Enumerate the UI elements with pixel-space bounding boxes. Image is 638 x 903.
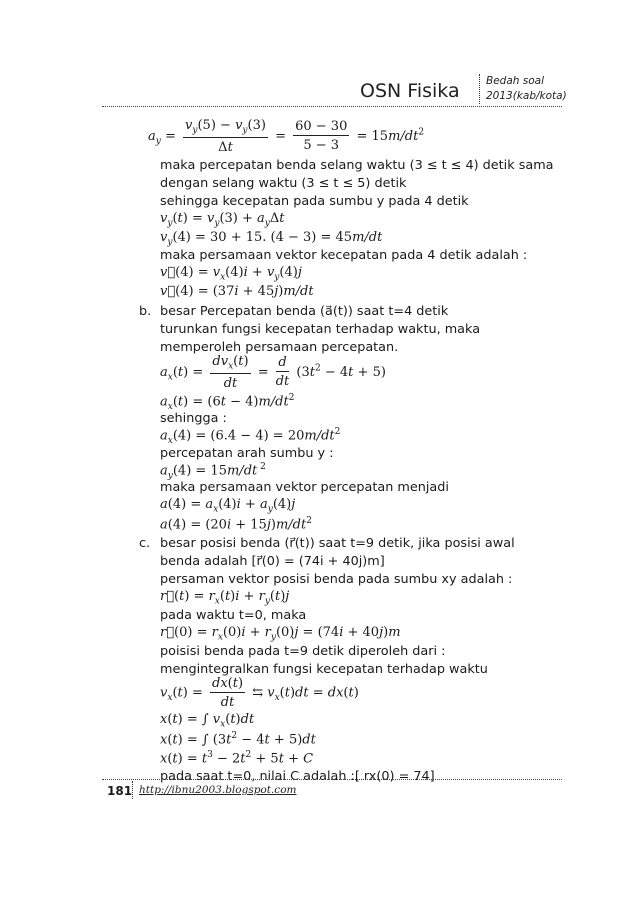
fraction: $\frac{dx(t)}{dt}$ [212,676,244,710]
equation-v-vector: v⃗(4) = $v_x(4)i + v_y(4)j$ [160,265,302,283]
fraction: $\frac{60 - 30}{5 - 3}$ [295,119,348,154]
equation-x-result: $x(t) = t^3 - 2t^2 + 5t + C$ [160,750,314,767]
item-letter-b: b. [139,304,152,319]
text-line: memperoleh persamaan percepatan. [160,340,399,355]
equation-vx-dx: $v_x(t)$ = $\frac{dx(t)}{dt}$ ⇆ $v_x(t)dt = dx(t)$ [160,676,359,710]
equation-ay: $a_y$ = $\frac{v_y(5) - v_y(3)}{\Delta t}$ = $\frac{60 - 30}{5 - 3}$ = $15m/dt^2$ [148,118,425,155]
text-line: pada waktu t=0, maka [160,608,307,623]
footer-link[interactable]: http://ibnu2003.blogspot.com [139,784,297,796]
equation-r-vector: r⃗(t) = $r_x(t)i + r_y(t)j$ [160,589,290,607]
equation-ax-t: $a_x(t) = (6t - 4)m/dt^2$ [160,393,295,412]
equation-a-result: $a(4) = (20i + 15j)m/dt^2$ [160,516,312,533]
header-subtitle-line2: 2013(kab/kota) [486,90,567,102]
text-line: turunkan fungsi kecepatan terhadap waktu, maka [160,322,481,337]
text-line: maka persamaan vektor kecepatan pada 4 detik adalah : [160,248,528,263]
page-header [0,0,638,110]
equation-vy-4: $v_y(4) = 30 + 15$. (4 − 3) = 45m/dt [160,230,383,248]
text-line: poisisi benda pada t=9 detik diperoleh dari : [160,644,446,659]
item-letter-c: c. [139,536,151,551]
fraction: $\frac{dv_x(t)}{dt}$ [212,354,249,391]
equation-ax-4: $a_x(4) = (6.4 - 4) = 20m/dt^2$ [160,427,341,446]
section-c-title: besar posisi benda (r⃗(t)) saat t=9 detik, jika posisi awal [160,536,515,551]
header-title: OSN Fisika [360,80,460,102]
footer-divider [132,781,133,799]
text-line: mengintegralkan fungsi kecepatan terhadap waktu [160,662,488,677]
text-line: pada saat t=0, nilai C adalah :[ rx(0) = 74] [160,769,435,784]
text-line: percepatan arah sumbu y : [160,446,334,461]
header-subtitle [486,74,567,104]
fraction: $\frac{d}{dt}$ [275,355,290,390]
text-line: sehingga : [160,411,227,426]
equation-r-0: r⃗(0) = $r_x(0)i + r_y(0)j = (74i + 40j)m$ [160,625,401,643]
text-line: sehingga kecepatan pada sumbu y pada 4 detik [160,194,469,209]
text-line: maka persamaan vektor percepatan menjadi [160,480,449,495]
text-line: benda adalah [r⃗(0) = (74i + 40j)m] [160,554,385,569]
equation-ax-derivative: $a_x(t)$ = $\frac{dv_x(t)}{dt}$ = $\frac{d}{dt}$ $(3t^2 - 4t + 5)$ [160,354,386,391]
text-line: dengan selang waktu (3 ≤ t ≤ 5) detik [160,176,407,191]
equation-x-integral: x(t) = ∫ $v_x(t)dt$ [160,712,255,730]
equation-a-vector: $a(4) = a_x(4)i + a_y(4)j$ [160,497,296,515]
equation-v-result: v⃗(4) = (37i + 45j)m/dt [160,284,314,299]
header-divider [479,74,480,104]
fraction: $\frac{v_y(5) - v_y(3)}{\Delta t}$ [185,118,266,155]
text-line: maka percepatan benda selang waktu (3 ≤ t ≤ 4) detik sama [160,158,554,173]
text-line: persaman vektor posisi benda pada sumbu xy adalah : [160,572,513,587]
equation-vy-t: $v_y(t) = v_y(3) + a_y\Delta t$ [160,211,285,229]
page-number: 181 [107,784,133,798]
equation-ay-4: $a_y(4) = 15m/dt$ $^2$ [160,462,266,481]
header-subtitle-line1: Bedah soal [486,75,545,87]
equation-x-integral-expanded: x(t) = ∫ $(3t^2 - 4t + 5)dt$ [160,731,316,748]
header-rule [102,106,562,107]
section-b-title: besar Percepatan benda (a⃗(t)) saat t=4 detik [160,304,449,319]
footer-rule [102,779,562,780]
